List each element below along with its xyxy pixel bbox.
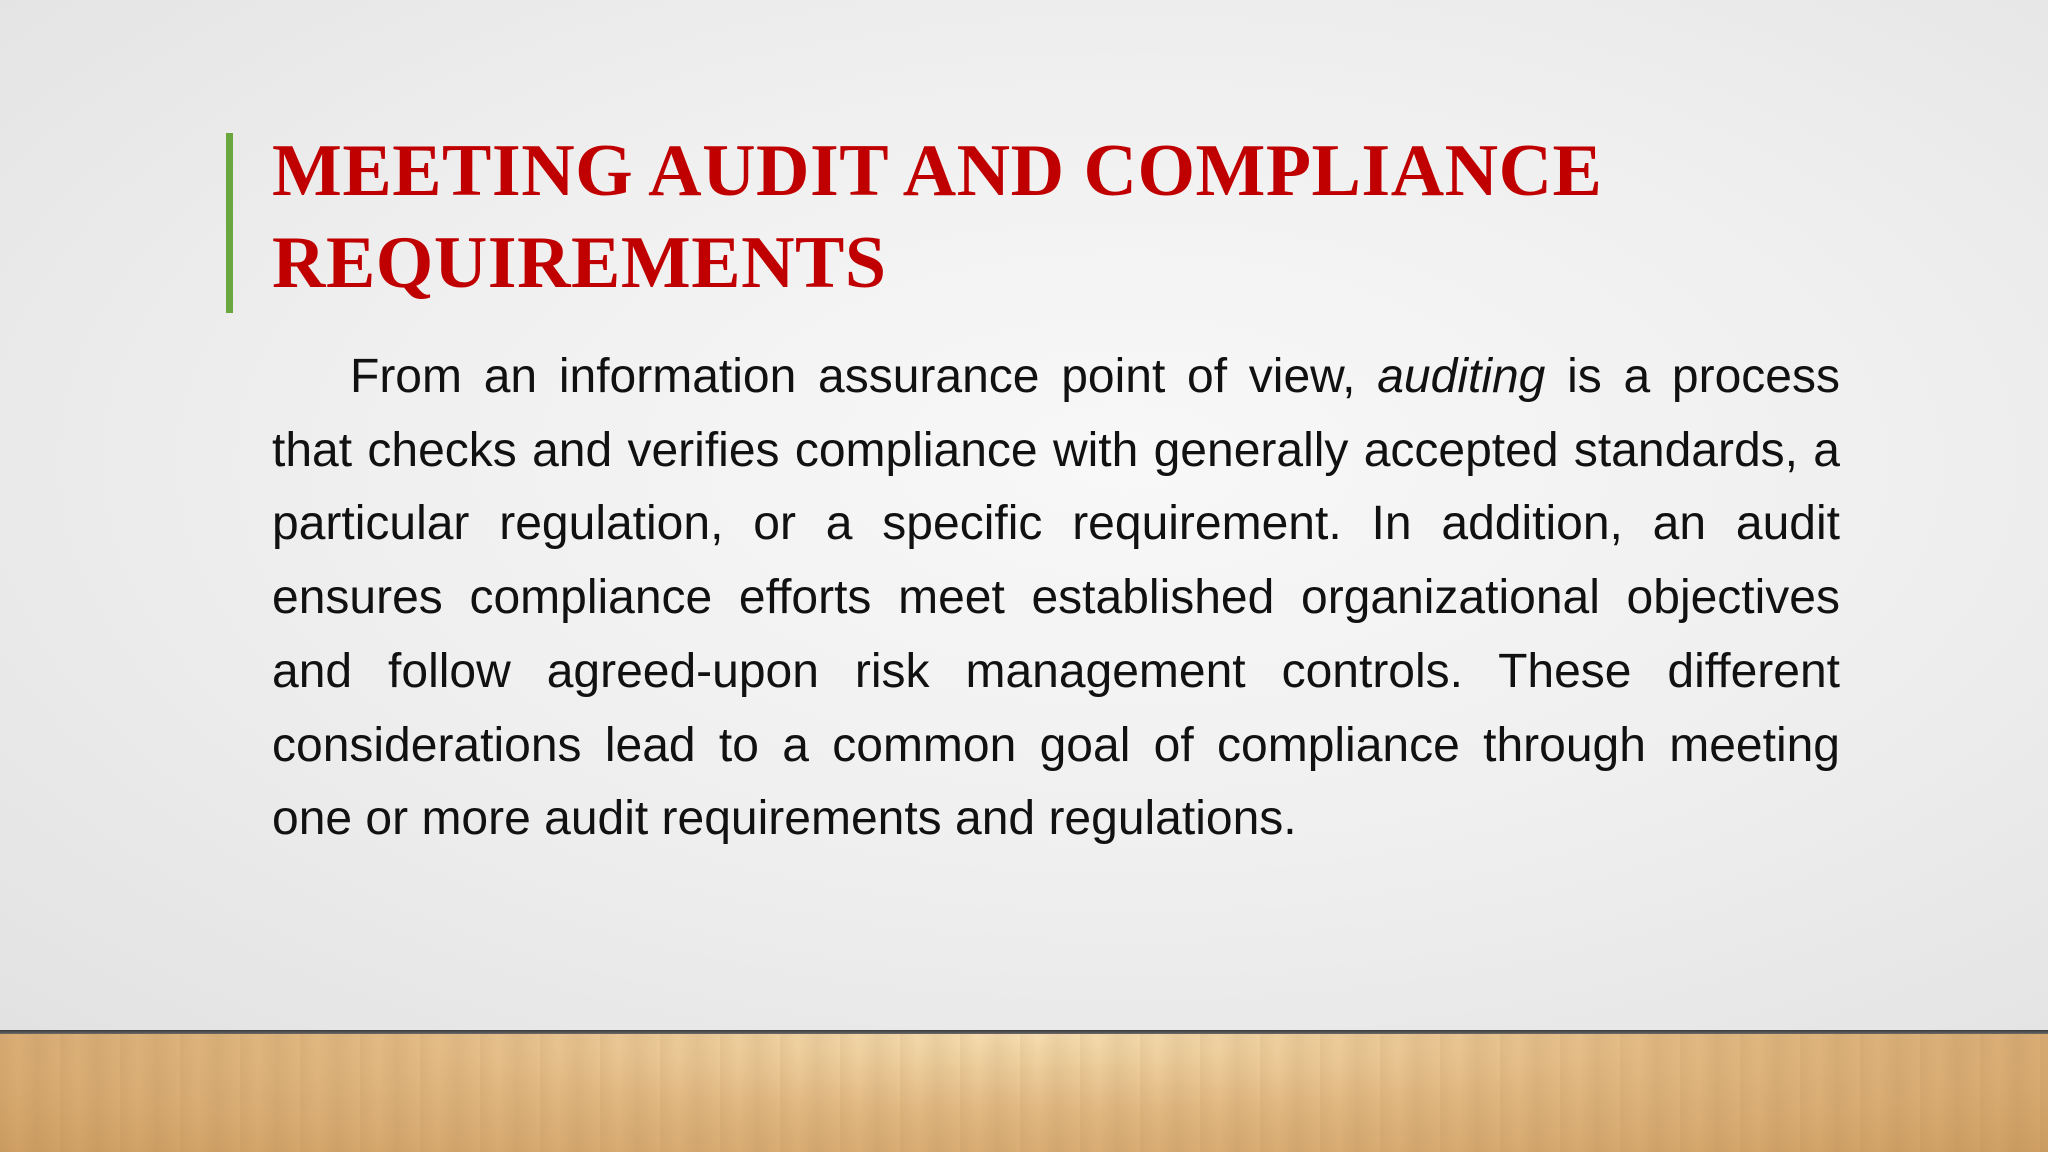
body-text-intro: From an information assurance point of view, bbox=[350, 350, 1378, 403]
body-text-rest: is a process that checks and verifies compliance with generally accepted standards, a particular regulation, or a specific requirement. In addition, an audit ensures compliance efforts meet established organizational objectives and follow agreed-upon risk management controls. These different considerations lead to a common goal of compliance through meeting one or more audit requirements and regulations. bbox=[272, 350, 1840, 846]
title-accent-bar bbox=[226, 133, 233, 313]
slide-title-line-1: MEETING AUDIT AND COMPLIANCE bbox=[272, 130, 1603, 212]
wood-floor-decoration bbox=[0, 1034, 2048, 1152]
slide-title bbox=[272, 125, 1872, 309]
slide-title-line-2: REQUIREMENTS bbox=[272, 222, 887, 304]
slide-body-paragraph bbox=[272, 340, 1840, 856]
body-text-emphasis-auditing: auditing bbox=[1377, 350, 1546, 403]
